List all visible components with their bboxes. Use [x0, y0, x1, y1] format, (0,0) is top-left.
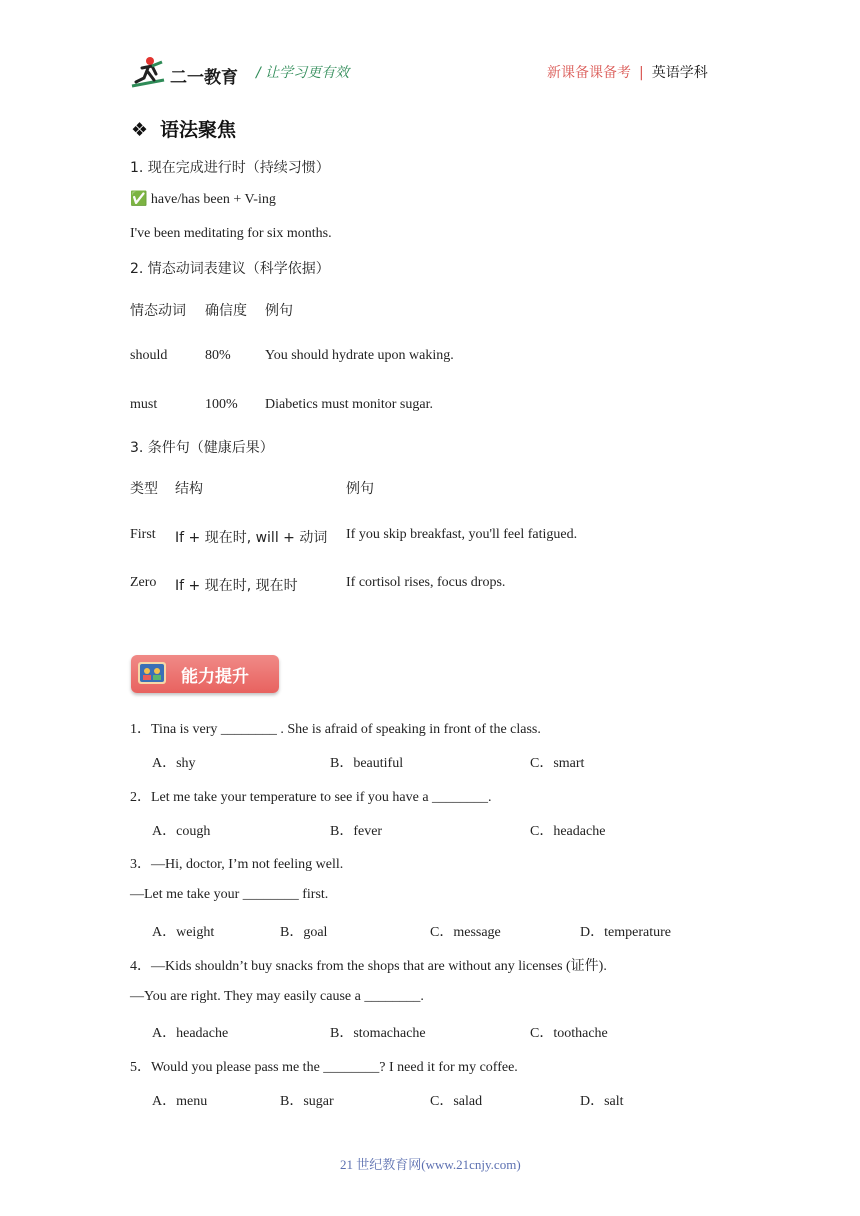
option-b[interactable]: B．fever	[330, 824, 383, 839]
option-b[interactable]: B．goal	[280, 925, 328, 940]
option-c[interactable]: C．headache	[530, 824, 606, 839]
option-b[interactable]: B．beautiful	[330, 756, 404, 771]
point-2-heading: 2. 情态动词表建议（科学依据）	[130, 261, 330, 277]
header-course-label: 新课备课备考	[547, 65, 631, 81]
table-cell: If cortisol rises, focus drops.	[346, 575, 506, 590]
option-a[interactable]: A．menu	[152, 1094, 208, 1109]
logo-text: 二一教育	[170, 68, 238, 88]
table-header-cell: 例句	[346, 481, 374, 497]
header-subject-label: 英语学科	[651, 65, 708, 81]
point-3-heading: 3. 条件句（健康后果）	[130, 440, 274, 456]
option-a[interactable]: A．cough	[152, 824, 211, 839]
point-1-heading: 1. 现在完成进行时（持续习惯）	[130, 160, 330, 176]
header-divider: |	[639, 65, 644, 81]
ability-badge-label: 能力提升	[181, 667, 249, 687]
question-stem: 4．—Kids shouldn’t buy snacks from the shops that are without any licenses (证件).	[130, 959, 607, 974]
section-heading	[131, 115, 236, 142]
table-header-cell: 确信度	[205, 303, 247, 319]
table-cell: First	[130, 527, 156, 542]
question-stem: 5．Would you please pass me the ________? I need it for my coffee.	[130, 1060, 518, 1075]
brand-logo	[130, 56, 242, 90]
table-cell: should	[130, 348, 168, 363]
section-title: 语法聚焦	[160, 119, 237, 141]
footer-source-link[interactable]: 21 世纪教育网(www.21cnjy.com)	[340, 1157, 521, 1172]
option-d[interactable]: D．temperature	[580, 925, 671, 940]
classroom-icon	[138, 662, 166, 684]
table-cell: Diabetics must monitor sugar.	[265, 397, 433, 412]
question-stem: 3．—Hi, doctor, I’m not feeling well.	[130, 857, 344, 872]
header-subject	[547, 62, 708, 82]
runner-logo-icon	[130, 56, 166, 90]
option-c[interactable]: C．toothache	[530, 1026, 608, 1041]
table-cell: If you skip breakfast, you'll feel fatigued.	[346, 527, 578, 542]
point-1-formula: ✅ have/has been + V-ing	[130, 192, 276, 207]
table-header-cell: 类型	[130, 481, 158, 497]
table-header-cell: 情态动词	[130, 303, 186, 319]
ability-badge	[131, 655, 279, 693]
option-c[interactable]: C．salad	[430, 1094, 483, 1109]
option-a[interactable]: A．headache	[152, 1026, 229, 1041]
option-b[interactable]: B．stomachache	[330, 1026, 426, 1041]
question-stem-2: —Let me take your ________ first.	[130, 887, 329, 902]
table-cell: 80%	[205, 348, 231, 363]
table-cell: Zero	[130, 575, 157, 590]
option-d[interactable]: D．salt	[580, 1094, 624, 1109]
table-header-cell: 例句	[265, 303, 293, 319]
option-c[interactable]: C．smart	[530, 756, 585, 771]
diamond-bullet-icon: ❖	[131, 119, 149, 141]
option-a[interactable]: A．weight	[152, 925, 215, 940]
table-cell: You should hydrate upon waking.	[265, 348, 454, 363]
table-cell: If + 现在时, will + 动词	[175, 530, 328, 546]
question-stem: 1．Tina is very ________ . She is afraid of speaking in front of the class.	[130, 722, 541, 737]
question-stem: 2．Let me take your temperature to see if you have a ________.	[130, 790, 492, 805]
question-stem-2: —You are right. They may easily cause a ________.	[130, 989, 424, 1004]
option-c[interactable]: C．message	[430, 925, 501, 940]
slogan: / 让学习更有效	[256, 65, 350, 81]
table-cell: must	[130, 397, 158, 412]
option-b[interactable]: B．sugar	[280, 1094, 334, 1109]
table-cell: 100%	[205, 397, 238, 412]
point-1-example: I've been meditating for six months.	[130, 226, 332, 241]
option-a[interactable]: A．shy	[152, 756, 196, 771]
table-cell: If + 现在时, 现在时	[175, 578, 298, 594]
table-header-cell: 结构	[175, 481, 203, 497]
